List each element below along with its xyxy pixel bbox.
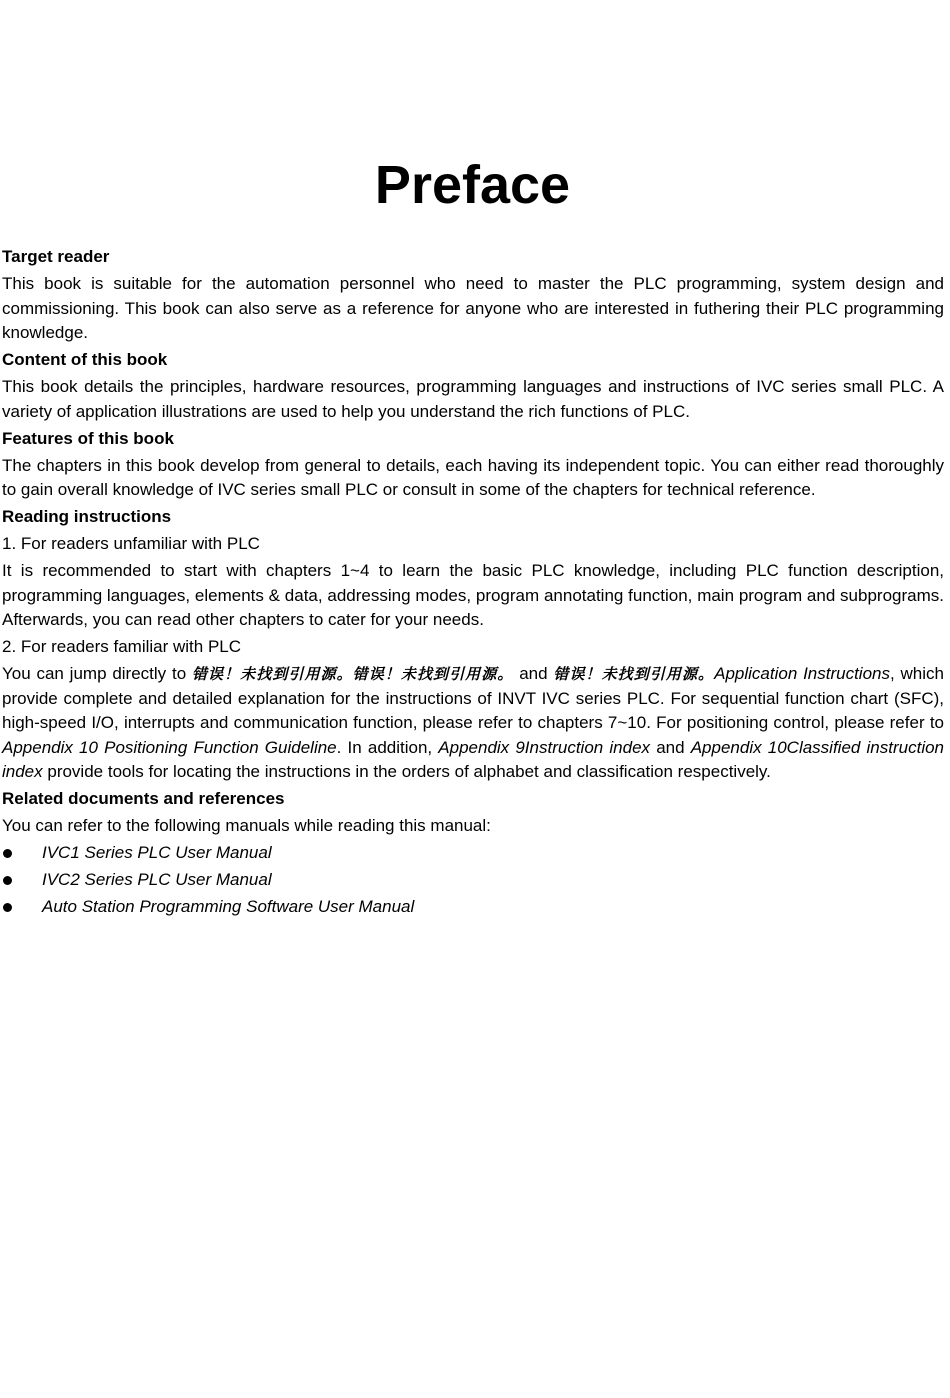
broken-reference-1: 错误！未找到引用源。错误！未找到引用源。 (191, 665, 514, 683)
manual-title: IVC2 Series PLC User Manual (42, 870, 272, 889)
reading-text-unfamiliar: It is recommended to start with chapters 1~4 to learn the basic PLC knowledge, including PLC function description, programming languages, elements & data, addressing modes, program annotating function, main program and subprograms. Afterwards, you can read other chapters to cater for your needs. (2, 561, 944, 629)
related-manuals-list (2, 841, 944, 920)
reference-appendix-classified-index: Appendix 10Classified instruction index (2, 737, 945, 781)
reading-text-familiar (2, 662, 944, 785)
reference-appendix-instruction-index: Appendix 9Instruction index (438, 737, 651, 757)
list-item (2, 895, 944, 920)
text-run: provide tools for locating the instructions in the orders of alphabet and classification respectively. (42, 762, 771, 781)
target-reader-text: This book is suitable for the automation personnel who need to master the PLC programming, system design and commissioning. This book can also serve as a reference for anyone who are interested in futhering their PLC programming knowledge. (2, 274, 944, 342)
section-heading-target-reader: Target reader (2, 247, 110, 266)
text-run: and (513, 664, 554, 683)
document-body (2, 245, 944, 922)
reading-subheading-unfamiliar: 1. For readers unfamiliar with PLC (2, 534, 260, 553)
text-run: . In addition, (336, 737, 439, 757)
reference-appendix-positioning: Appendix 10 Positioning Function Guideline (2, 737, 337, 757)
section-heading-content: Content of this book (2, 350, 168, 369)
bullet-icon (3, 903, 12, 912)
page-title: Preface (374, 155, 571, 215)
section-heading-features: Features of this book (2, 428, 174, 448)
content-text: This book details the principles, hardware resources, programming languages and instructions of IVC series small PLC. A variety of application illustrations are used to help you understand the rich functions of PLC. (2, 377, 944, 421)
list-item (2, 841, 944, 866)
list-item (2, 868, 944, 893)
bullet-icon (3, 849, 12, 858)
reference-application-instructions: Application Instructions (714, 664, 890, 683)
text-run: You can jump directly to (2, 664, 192, 683)
bullet-icon (3, 876, 12, 885)
text-run: and (650, 737, 691, 757)
reading-subheading-familiar: 2. For readers familiar with PLC (2, 637, 242, 656)
text-run: , which provide complete and detailed explanation for the instructions of INVT IVC series PLC. For sequential function chart (SFC), high-speed I/O, interrupts and communication function, please refer to chapters 7~10. For positioning control, please refer to (2, 664, 944, 732)
broken-reference-2: 错误！未找到引用源。 (553, 665, 715, 683)
manual-title: Auto Station Programming Software User Manual (42, 897, 415, 916)
section-heading-reading: Reading instructions (2, 507, 172, 526)
related-text: You can refer to the following manuals while reading this manual: (2, 816, 491, 835)
section-heading-related: Related documents and references (2, 789, 285, 808)
features-text: The chapters in this book develop from general to details, each having its independent topic. You can either read thoroughly to gain overall knowledge of IVC series small PLC or consult in some of the chapters for technical reference. (2, 455, 944, 499)
manual-title: IVC1 Series PLC User Manual (42, 843, 272, 862)
